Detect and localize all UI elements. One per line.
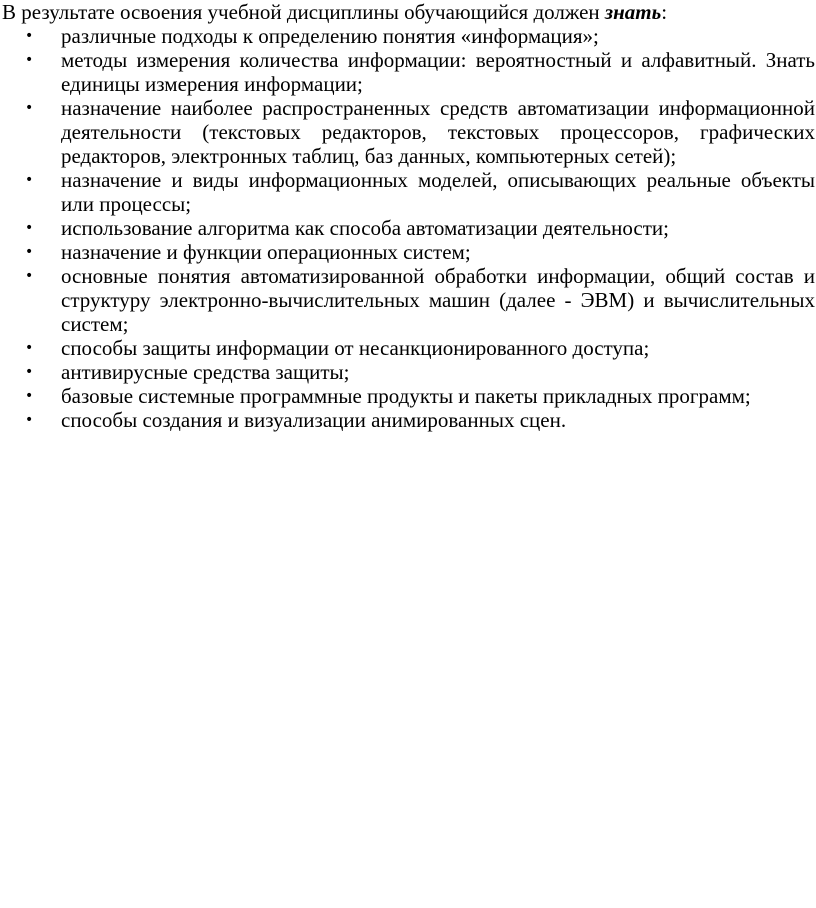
list-item-text: назначение наиболее распространенных средств автоматизации информационной деятельности (текстовых редакторов, текстовых процессоров, графических редакторов, электронных таблиц, баз данных, компьютерных сетей);: [61, 96, 815, 168]
list-item: [0, 408, 816, 432]
bullet-icon: •: [25, 388, 34, 404]
list-item: [0, 336, 816, 360]
bullet-icon: •: [25, 52, 34, 68]
list-item: [0, 216, 816, 240]
list-item-text: различные подходы к определению понятия «информация»;: [61, 24, 599, 48]
knowledge-list: [0, 24, 816, 432]
list-item-text: базовые системные программные продукты и пакеты прикладных программ;: [61, 384, 751, 408]
bullet-icon: •: [25, 364, 34, 380]
list-item: [0, 240, 816, 264]
bullet-icon: •: [25, 268, 34, 284]
list-item: [0, 360, 816, 384]
intro-sentence: [0, 0, 816, 24]
list-item-text: назначение и виды информационных моделей, описывающих реальные объекты или процессы;: [61, 168, 815, 216]
intro-text: В результате освоения учебной дисциплины обучающийся должен: [2, 0, 605, 24]
bullet-icon: •: [25, 244, 34, 260]
document-page: [0, 0, 816, 432]
bullet-icon: •: [25, 220, 34, 236]
list-item: [0, 168, 816, 216]
bullet-icon: •: [25, 100, 34, 116]
list-item: [0, 384, 816, 408]
bullet-icon: •: [25, 172, 34, 188]
list-item-text: методы измерения количества информации: вероятностный и алфавитный. Знать единицы измерения информации;: [61, 48, 815, 96]
intro-colon: :: [661, 0, 668, 24]
bullet-icon: •: [25, 340, 34, 356]
intro-emphasis: знать: [604, 0, 662, 24]
list-item-text: назначение и функции операционных систем;: [61, 240, 471, 264]
list-item-text: использование алгоритма как способа автоматизации деятельности;: [61, 216, 669, 240]
bullet-icon: •: [25, 412, 34, 428]
list-item-text: способы защиты информации от несанкционированного доступа;: [61, 336, 650, 360]
list-item-text: антивирусные средства защиты;: [61, 360, 350, 384]
list-item: [0, 96, 816, 168]
list-item-text: способы создания и визуализации анимированных сцен.: [61, 408, 567, 432]
list-item: [0, 264, 816, 336]
list-item-text: основные понятия автоматизированной обработки информации, общий состав и структуру электронно-вычислительных машин (далее - ЭВМ) и вычислительных систем;: [61, 264, 815, 336]
bullet-icon: •: [25, 28, 34, 44]
list-item: [0, 48, 816, 96]
list-item: [0, 24, 816, 48]
